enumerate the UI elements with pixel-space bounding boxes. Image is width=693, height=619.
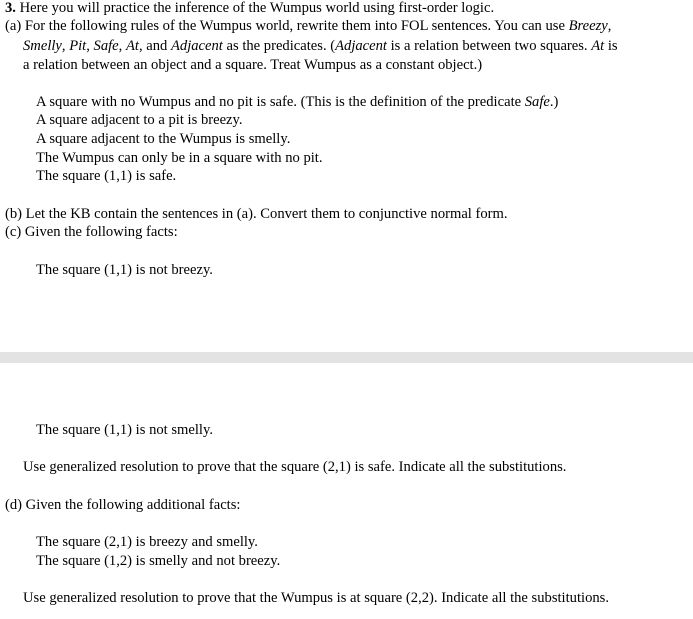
rule-2: A square adjacent to a pit is breezy. (36, 112, 243, 128)
question-heading (5, 0, 494, 18)
part-c-fact-1: The square (1,1) is not breezy. (36, 262, 213, 278)
question-intro: Here you will practice the inference of the Wumpus world using first-order logic. (15, 0, 495, 16)
part-d-label: (d) Given the following additional facts: (5, 497, 241, 513)
punctuation: , and (138, 38, 171, 54)
part-d-task: Use generalized resolution to prove that the Wumpus is at square (2,2). Indicate all the substitutions. (23, 590, 609, 606)
punctuation: , (118, 38, 126, 54)
rule-1 (36, 93, 558, 112)
part-a-text: is (604, 38, 618, 54)
predicate-breezy: Breezy (568, 18, 608, 34)
punctuation: .) (549, 94, 559, 110)
part-a-line-1 (5, 17, 611, 36)
predicate-smelly: Smelly (23, 38, 62, 54)
part-d-fact-2: The square (1,2) is smelly and not breezy. (36, 553, 281, 569)
rule-4: The Wumpus can only be in a square with no pit. (36, 150, 323, 166)
predicate-at: At (125, 38, 139, 54)
predicate-pit: Pit (69, 38, 87, 54)
part-a-line-2 (23, 37, 618, 56)
question-number: 3. (5, 0, 16, 16)
rule-text: A square with no Wumpus and no pit is safe. (This is the definition of the predicate (36, 94, 525, 110)
predicate-at: At (591, 38, 605, 54)
punctuation: , (86, 38, 94, 54)
part-c-fact-2: The square (1,1) is not smelly. (36, 422, 213, 438)
rule-5: The square (1,1) is safe. (36, 168, 177, 184)
part-a-text: as the predicates. ( (222, 38, 336, 54)
part-c-task: Use generalized resolution to prove that the square (2,1) is safe. Indicate all the substitutions. (23, 459, 567, 475)
punctuation: , (61, 38, 70, 54)
part-d-fact-1: The square (2,1) is breezy and smelly. (36, 534, 258, 550)
predicate-safe: Safe (524, 94, 550, 110)
predicate-adjacent: Adjacent (335, 38, 387, 54)
part-a-text: is a relation between two squares. (386, 38, 592, 54)
part-b: (b) Let the KB contain the sentences in (a). Convert them to conjunctive normal form. (5, 206, 508, 222)
predicate-adjacent: Adjacent (170, 38, 223, 54)
part-a-text: (a) For the following rules of the Wumpus world, rewrite them into FOL sentences. You can use (5, 18, 569, 34)
punctuation: , (607, 18, 612, 34)
part-a-line-3: a relation between an object and a square. Treat Wumpus as a constant object.) (23, 57, 483, 73)
page-divider (0, 352, 693, 363)
predicate-safe: Safe (93, 38, 119, 54)
rule-3: A square adjacent to the Wumpus is smelly. (36, 131, 291, 147)
part-c-label: (c) Given the following facts: (5, 224, 178, 240)
